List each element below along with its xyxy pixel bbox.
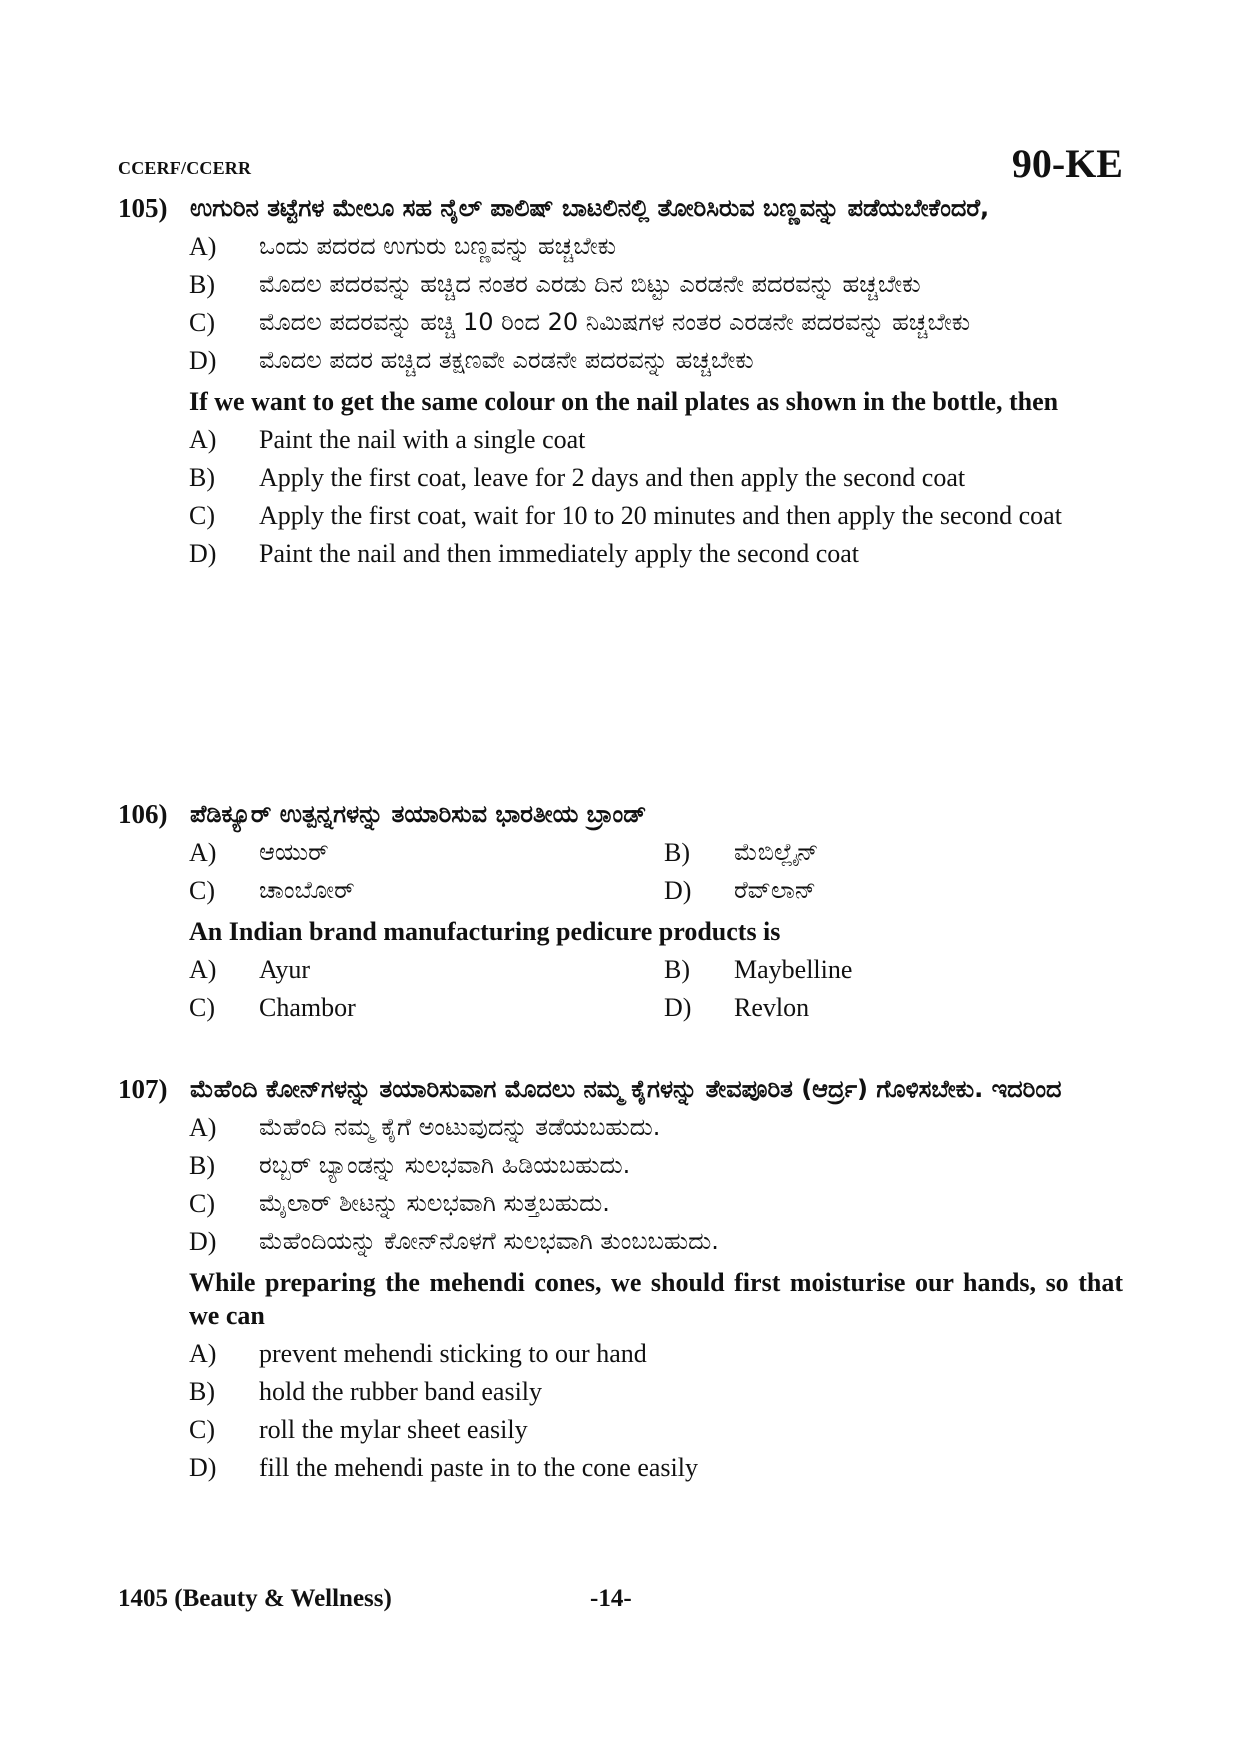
- option-text: ಒಂದು ಪದರದ ಉಗುರು ಬಣ್ಣವನ್ನು ಹಚ್ಚಬೇಕು: [259, 232, 617, 260]
- option-label: A): [189, 1113, 217, 1142]
- option: [664, 836, 1123, 869]
- question-stem-kannada: ಮೆಹೆಂದಿ ಕೋನ್‌ಗಳನ್ನು ತಯಾರಿಸುವಾಗ ಮೊದಲು ನಮ್ಮ ಕೈಗಳನ್ನು ತೇವಪೂರಿತ (ಆರ್ದ್ರ) ಗೊಳಿಸಬೇಕು. ಇದರಿಂದ: [190, 1075, 1062, 1103]
- question-107: [118, 1073, 1123, 1484]
- option-label: D): [664, 993, 692, 1022]
- paper-code: 90-KE: [1011, 141, 1123, 186]
- option-text: fill the mehendi paste in to the cone easily: [259, 1453, 698, 1482]
- option-text: Maybelline: [734, 955, 853, 984]
- option-text: ಮೆಹೆಂದಿಯನ್ನು ಕೋನ್‌ನೊಳಗೆ ಸುಲಭವಾಗಿ ತುಂಬಬಹುದು.: [259, 1227, 719, 1255]
- option: [189, 1451, 1123, 1484]
- option-text: roll the mylar sheet easily: [259, 1415, 528, 1444]
- question-number: 105): [118, 193, 168, 223]
- option: [189, 836, 664, 869]
- option: [189, 344, 1123, 377]
- options-kannada: [118, 1111, 1123, 1484]
- option-label: A): [189, 838, 217, 867]
- option: [189, 423, 1123, 456]
- option-label: B): [664, 838, 690, 867]
- option-text: Chambor: [259, 993, 356, 1022]
- question-106: [118, 798, 1123, 1024]
- option-text: ರಬ್ಬರ್ ಬ್ಯಾಂಡನ್ನು ಸುಲಭವಾಗಿ ಹಿಡಿಯಬಹುದು.: [259, 1151, 631, 1179]
- option: [189, 461, 1123, 494]
- option-label: A): [189, 1339, 217, 1368]
- option-label: D): [189, 539, 217, 568]
- option: [189, 1225, 1123, 1258]
- option: [189, 1111, 1123, 1144]
- option-text: ಮೊದಲ ಪದರವನ್ನು ಹಚ್ಚಿ 10 ರಿಂದ 20 ನಿಮಿಷಗಳ ನಂತರ ಎರಡನೇ ಪದರವನ್ನು ಹಚ್ಚಬೇಕು: [259, 308, 971, 336]
- option-text: ರೆವ್‌ಲಾನ್: [734, 876, 816, 904]
- option: [189, 1337, 1123, 1370]
- option-text: ಮೊದಲ ಪದರ ಹಚ್ಚಿದ ತಕ್ಷಣವೇ ಎರಡನೇ ಪದರವನ್ನು ಹಚ್ಚಬೇಕು: [259, 346, 754, 374]
- option-text: ಮೆಬಿಲ್ಲೈನ್: [734, 838, 819, 866]
- option-text: Paint the nail with a single coat: [259, 425, 586, 454]
- option-label: A): [189, 232, 217, 261]
- option-label: C): [189, 1189, 215, 1218]
- options-kannada: [118, 831, 1123, 1024]
- option: [189, 991, 664, 1024]
- option-text: Apply the first coat, wait for 10 to 20 minutes and then apply the second coat: [259, 501, 1062, 530]
- option-label: C): [189, 501, 215, 530]
- option: [189, 499, 1123, 532]
- question-number: 106): [118, 799, 168, 829]
- option-text: Apply the first coat, leave for 2 days and then apply the second coat: [259, 463, 966, 492]
- option-label: B): [189, 270, 215, 299]
- question-stem-english: While preparing the mehendi cones, we should first moisturise our hands, so that we can: [189, 1268, 1123, 1330]
- option-label: B): [189, 1377, 215, 1406]
- option: [189, 1413, 1123, 1446]
- option: [189, 306, 1123, 339]
- option: [664, 991, 1123, 1024]
- option-text: ಮೊದಲ ಪದರವನ್ನು ಹಚ್ಚಿದ ನಂತರ ಎರಡು ದಿನ ಬಿಟ್ಟು ಎರಡನೇ ಪದರವನ್ನು ಹಚ್ಚಬೇಕು: [259, 270, 921, 298]
- option: [189, 953, 664, 986]
- question-stem-english: If we want to get the same colour on the nail plates as shown in the bottle, then: [189, 387, 1059, 416]
- option: [189, 268, 1123, 301]
- option-label: D): [189, 1453, 217, 1482]
- subject-code-footer: 1405 (Beauty & Wellness): [118, 1585, 392, 1612]
- question-stem-kannada: ಪೆಡಿಕ್ಯೂರ್ ಉತ್ಪನ್ನಗಳನ್ನು ತಯಾರಿಸುವ ಭಾರತೀಯ ಬ್ರಾಂಡ್: [190, 800, 647, 828]
- options-kannada: [118, 230, 1123, 570]
- option: [189, 537, 1123, 570]
- page-number: -14-: [590, 1585, 632, 1612]
- option-label: D): [189, 1227, 217, 1256]
- option-text: ಆಯುರ್: [259, 838, 329, 866]
- option: [664, 874, 1123, 907]
- question-stem-kannada: ಉಗುರಿನ ತಟ್ಟೆಗಳ ಮೇಲೂ ಸಹ ನೈಲ್ ಪಾಲಿಷ್ ಬಾಟಲಿನಲ್ಲಿ ತೋರಿಸಿರುವ ಬಣ್ಣವನ್ನು ಪಡೆಯಬೇಕೆಂದರೆ,: [190, 194, 990, 222]
- option-label: C): [189, 876, 215, 905]
- option-label: B): [664, 955, 690, 984]
- option-label: B): [189, 1151, 215, 1180]
- option-text: ಮೈಲಾರ್ ಶೀಟನ್ನು ಸುಲಭವಾಗಿ ಸುತ್ತಬಹುದು.: [259, 1189, 610, 1217]
- option: [189, 1375, 1123, 1408]
- option: [189, 874, 664, 907]
- option-label: C): [189, 993, 215, 1022]
- option-label: C): [189, 1415, 215, 1444]
- option: [189, 1187, 1123, 1220]
- question-number: 107): [118, 1074, 168, 1104]
- option-text: hold the rubber band easily: [259, 1377, 543, 1406]
- exam-code: CCERF/CCERR: [118, 158, 252, 178]
- option-text: Paint the nail and then immediately apply the second coat: [259, 539, 859, 568]
- option: [189, 1149, 1123, 1182]
- question-105: [118, 192, 1123, 570]
- option-text: Revlon: [734, 993, 810, 1022]
- option-label: C): [189, 308, 215, 337]
- option: [189, 230, 1123, 263]
- option-text: ಚಾಂಬೋರ್: [259, 876, 355, 904]
- option-text: ಮೆಹೆಂದಿ ನಮ್ಮ ಕೈಗೆ ಅಂಟುವುದನ್ನು ತಡೆಯಬಹುದು.: [259, 1113, 661, 1141]
- question-stem-english: An Indian brand manufacturing pedicure products is: [189, 917, 781, 946]
- option-label: B): [189, 463, 215, 492]
- option-text: prevent mehendi sticking to our hand: [259, 1339, 647, 1368]
- option-label: D): [664, 876, 692, 905]
- option-label: D): [189, 346, 217, 375]
- option-label: A): [189, 955, 217, 984]
- option-text: Ayur: [259, 955, 311, 984]
- option-label: A): [189, 425, 217, 454]
- option: [664, 953, 1123, 986]
